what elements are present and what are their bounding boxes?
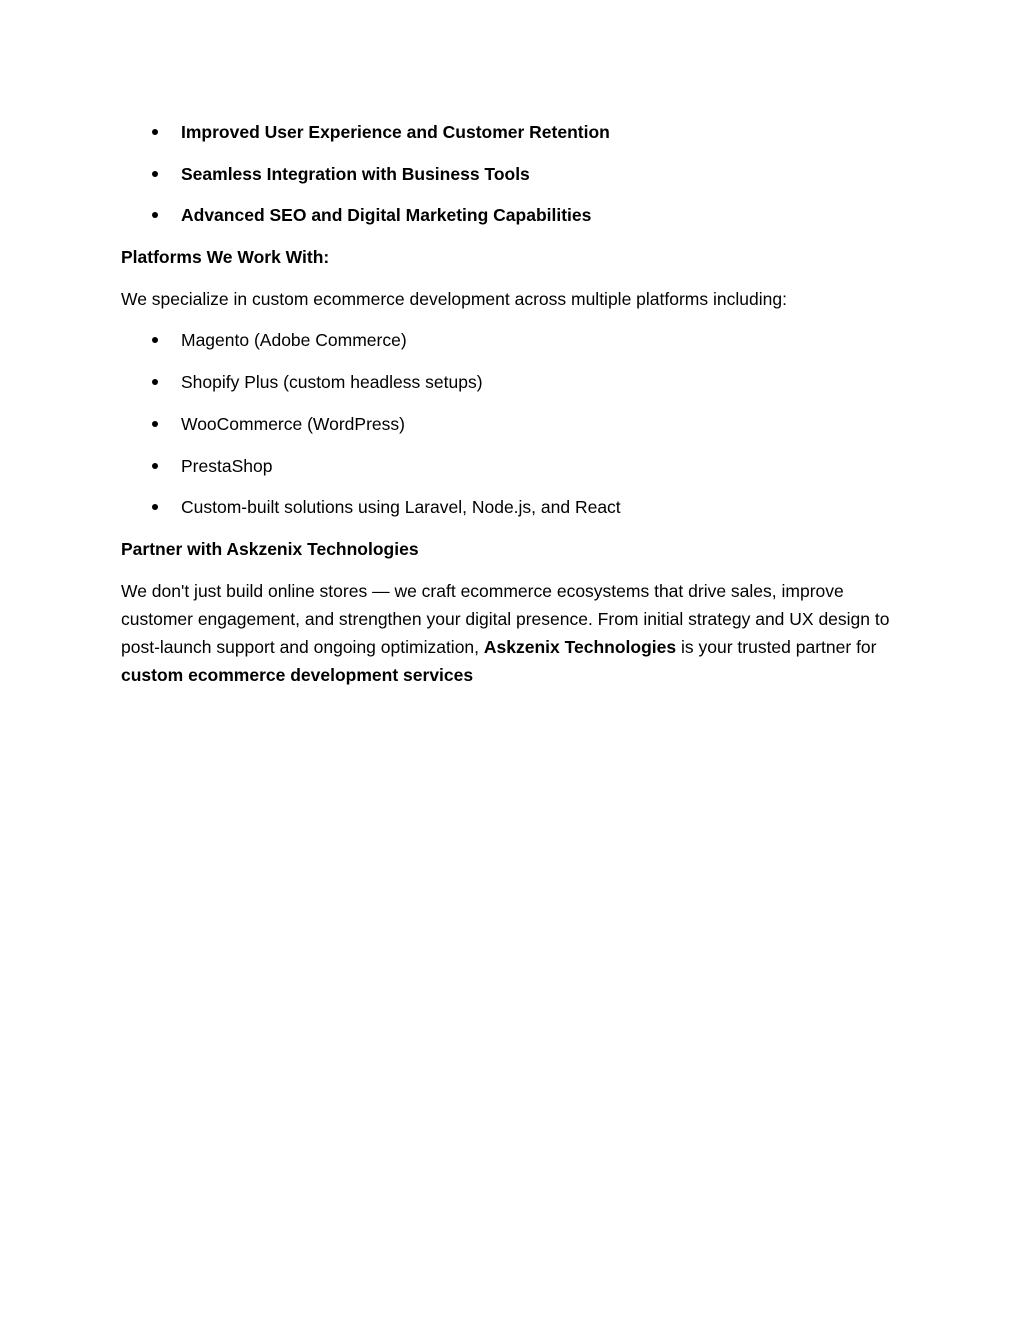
list-item — [121, 368, 911, 396]
list-item — [121, 452, 911, 480]
bullet-icon — [152, 171, 158, 177]
list-item-text: Improved User Experience and Customer Retention — [181, 122, 610, 142]
list-item — [121, 410, 911, 438]
list-item-text: PrestaShop — [181, 455, 273, 476]
paragraph-text: We don't just build online stores — we craft ecommerce ecosystems that drive sales, improve customer engagement, and strengthen your digital presence. From initial strategy and UX design to post-launch support and ongoing optimization, — [121, 580, 890, 657]
list-item-text: Magento (Adobe Commerce) — [181, 330, 407, 351]
list-item-text: Seamless Integration with Business Tools — [181, 163, 530, 184]
bullet-icon — [152, 337, 158, 343]
bullet-icon — [152, 421, 158, 427]
partner-heading: Partner with Askzenix Technologies — [121, 538, 419, 559]
list-item-text: Custom-built solutions using Laravel, Node.js, and React — [181, 497, 621, 518]
partner-paragraph — [121, 577, 911, 689]
list-item — [121, 201, 911, 229]
company-name: Askzenix Technologies — [483, 636, 677, 657]
list-item-text: Advanced SEO and Digital Marketing Capabilities — [181, 205, 592, 226]
bullet-icon — [152, 379, 158, 385]
list-item-text: Shopify Plus (custom headless setups) — [181, 372, 483, 393]
bullet-icon — [152, 212, 158, 218]
service-name: custom ecommerce development services — [121, 664, 474, 685]
paragraph-text: is your trusted partner for — [676, 636, 877, 657]
list-item — [121, 493, 911, 521]
list-item — [121, 326, 911, 354]
bullet-icon — [152, 129, 158, 135]
bullet-icon — [152, 504, 158, 510]
document-content — [121, 118, 911, 689]
platforms-list — [121, 326, 911, 521]
platforms-intro: We specialize in custom ecommerce development across multiple platforms including: — [121, 288, 787, 309]
bullet-icon — [152, 463, 158, 469]
benefits-list — [121, 118, 911, 229]
platforms-heading: Platforms We Work With: — [121, 247, 330, 268]
list-item — [121, 118, 911, 146]
list-item — [121, 160, 911, 188]
list-item-text: WooCommerce (WordPress) — [181, 413, 405, 434]
